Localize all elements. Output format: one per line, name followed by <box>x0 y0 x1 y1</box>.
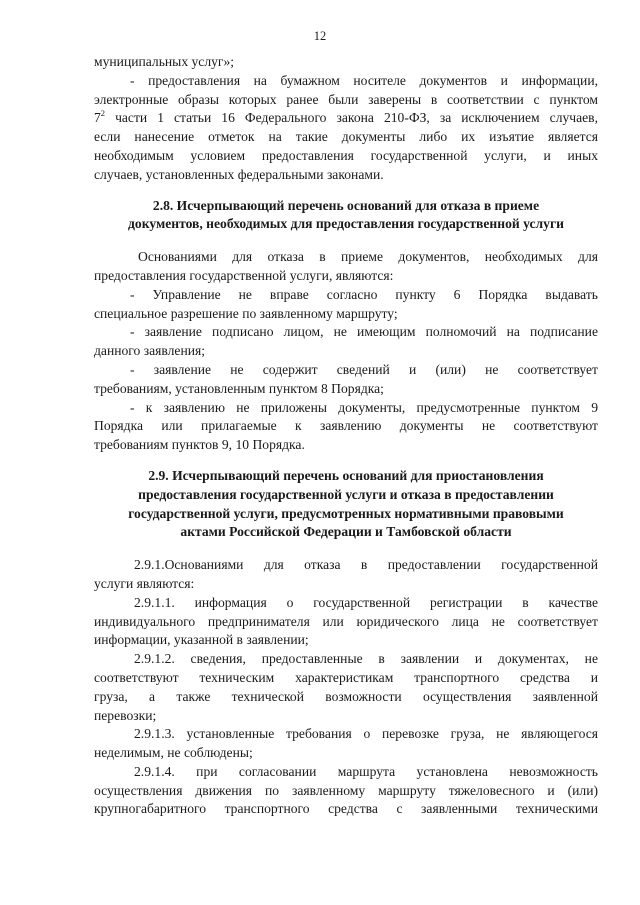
text-line: соответствуют техническим характеристикам транспортного средства и <box>94 669 598 685</box>
text-line: крупногабаритного транспортного средства с заявленными техническими <box>94 801 598 817</box>
text-line: если нанесение отметок на такие документы либо их изъятие является <box>94 129 598 145</box>
text-line: муниципальных услуг»; <box>94 54 235 69</box>
document-body <box>94 53 598 819</box>
text-line: осуществления движения по заявленному маршруту тяжеловесного и (или) <box>94 782 598 798</box>
text-line: - заявление подписано лицом, не имеющим полномочий на подписание <box>130 324 598 340</box>
section-heading: 2.9. Исчерпывающий перечень оснований для приостановления <box>148 467 544 483</box>
superscript: 2 <box>100 109 106 118</box>
text-fragment: 7 <box>94 110 101 126</box>
page-number: 12 <box>313 29 327 43</box>
text-line: данного заявления; <box>94 343 206 359</box>
text-fragment: части 1 статьи 16 Федерального закона 210-ФЗ, за исключением случаев, <box>105 110 598 126</box>
text-line: предоставления государственной услуги, являются: <box>94 267 394 283</box>
text-line: услуги являются: <box>94 575 195 591</box>
text-line: - заявление не содержит сведений и (или) не соответствует <box>130 361 598 377</box>
text-line: требованиям, установленным пунктом 8 Порядка; <box>94 380 384 396</box>
text-line: - Управление не вправе согласно пункту 6 Порядка выдавать <box>130 286 598 302</box>
text-line <box>94 109 598 128</box>
text-line: - к заявлению не приложены документы, предусмотренные пунктом 9 <box>130 399 598 415</box>
section-heading: 2.8. Исчерпывающий перечень оснований для отказа в приеме <box>152 197 540 213</box>
text-line: неделимым, не соблюдены; <box>94 745 253 761</box>
section-heading: актами Российской Федерации и Тамбовской области <box>180 524 512 540</box>
text-line: электронные образы которых ранее были заверены в соответствии с пунктом <box>94 91 598 107</box>
text-line: Основаниями для отказа в приеме документов, необходимых для <box>138 249 598 265</box>
text-line: Порядка или прилагаемые к заявлению документы не соответствуют <box>94 418 598 434</box>
text-line: специальное разрешение по заявленному маршруту; <box>94 305 398 321</box>
text-line: случаев, установленных федеральными законами. <box>94 166 384 182</box>
section-heading: государственной услуги, предусмотренных нормативными правовыми <box>128 505 564 521</box>
text-line: 2.9.1.3. установленные требования о перевозке груза, не являющегося <box>134 726 598 742</box>
text-line: информации, указанной в заявлении; <box>94 632 309 648</box>
text-line: индивидуального предпринимателя или юридического лица не соответствует <box>94 613 598 629</box>
section-heading: документов, необходимых для предоставления государственной услуги <box>128 216 564 232</box>
text-line: - предоставления на бумажном носителе документов и информации, <box>130 72 598 88</box>
text-line: необходимым условием предоставления государственной услуги, и иных <box>94 147 598 163</box>
text-line: требованиям пунктов 9, 10 Порядка. <box>94 437 305 453</box>
text-line: перевозки; <box>94 707 157 723</box>
text-line: 2.9.1.2. сведения, предоставленные в заявлении и документах, не <box>134 651 598 667</box>
text-line: 2.9.1.Основаниями для отказа в предоставлении государственной <box>134 557 598 573</box>
text-line: груза, а также технической возможности осуществления заявленной <box>94 688 598 704</box>
section-heading: предоставления государственной услуги и отказа в предоставлении <box>138 486 554 502</box>
text-line: 2.9.1.1. информация о государственной регистрации в качестве <box>134 594 598 610</box>
text-line: 2.9.1.4. при согласовании маршрута установлена невозможность <box>134 763 598 779</box>
